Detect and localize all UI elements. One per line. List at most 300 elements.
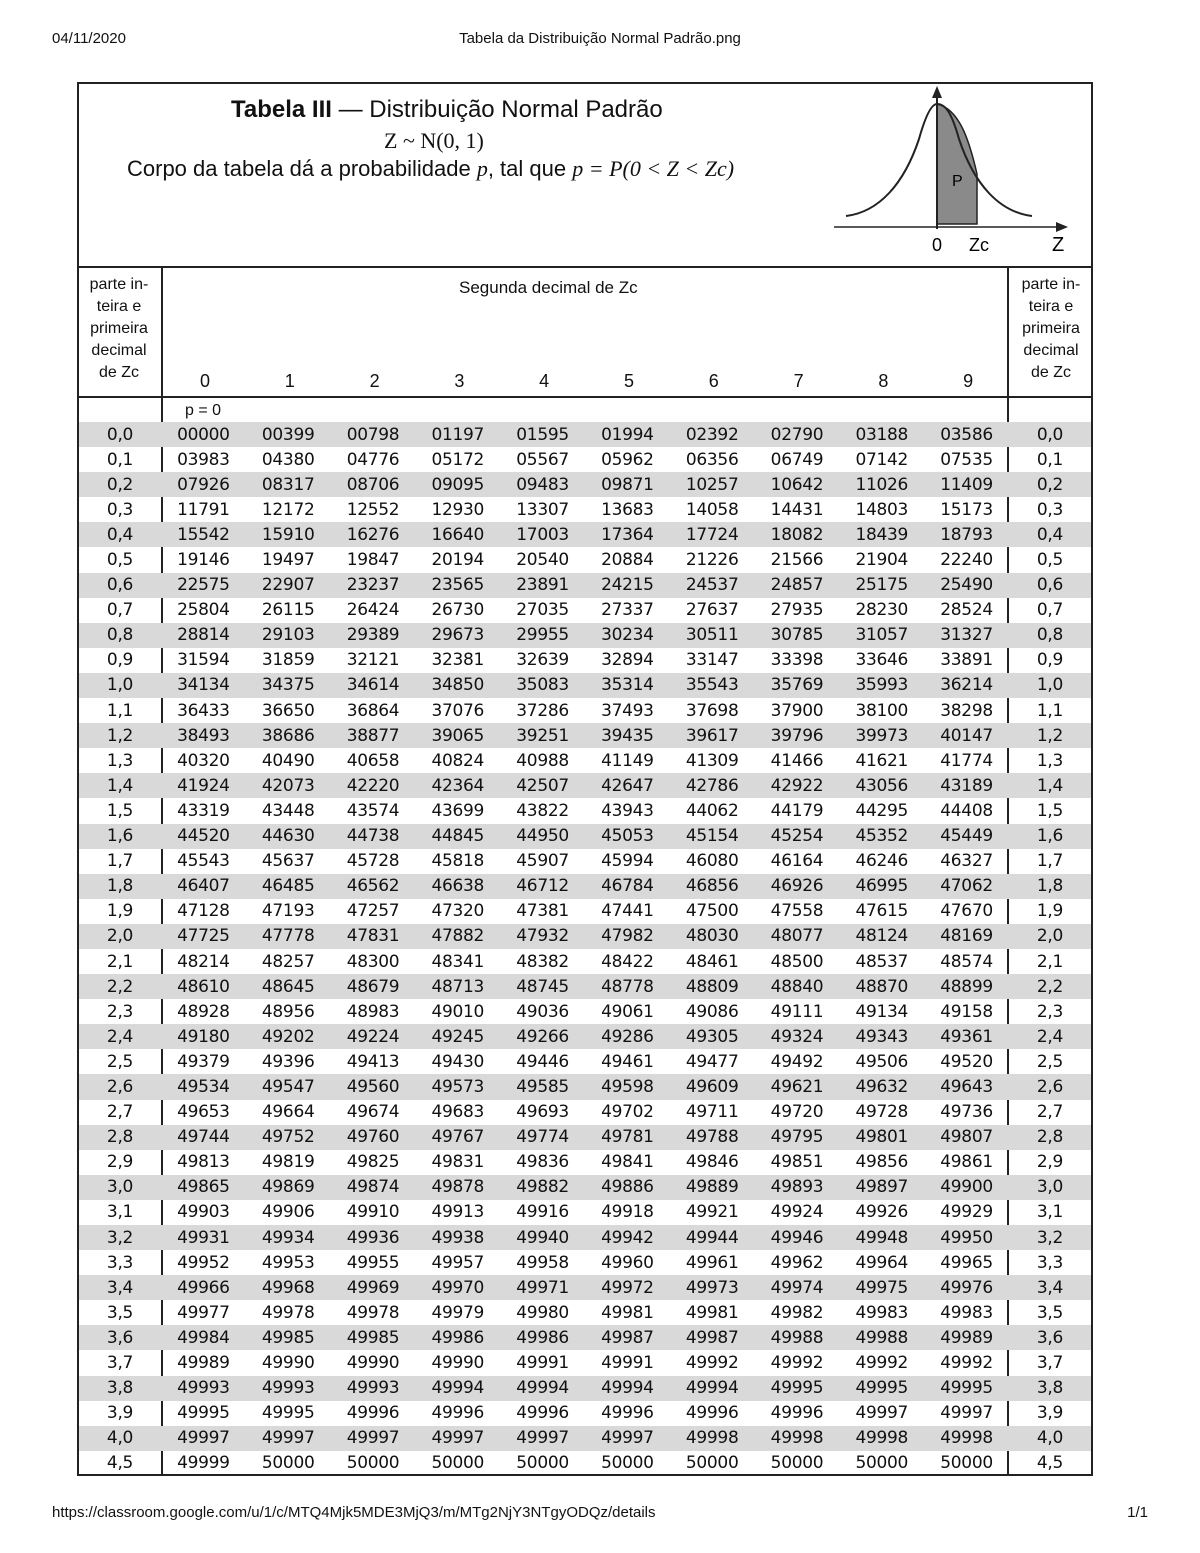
probability-cell: 19146 bbox=[177, 550, 230, 571]
probability-cell: 50000 bbox=[685, 1453, 739, 1474]
probability-cell: 29955 bbox=[500, 623, 585, 648]
probability-cell: 49446 bbox=[516, 1051, 569, 1072]
probability-cell: 08317 bbox=[246, 472, 331, 497]
probability-cell: 48610 bbox=[161, 974, 246, 999]
probability-cell: 36864 bbox=[346, 700, 400, 721]
z-value-right: 3,6 bbox=[1009, 1325, 1091, 1350]
probability-cell: 49944 bbox=[670, 1225, 755, 1250]
probability-cell: 49807 bbox=[924, 1125, 1009, 1150]
probability-cell: 47193 bbox=[261, 901, 315, 922]
z-value-left: 3,1 bbox=[106, 1202, 134, 1223]
table-title bbox=[231, 96, 663, 124]
probability-cell: 28230 bbox=[855, 600, 909, 621]
probability-cell: 49984 bbox=[161, 1325, 246, 1350]
z-value-left: 0,0 bbox=[79, 422, 161, 447]
probability-cell: 49994 bbox=[670, 1376, 755, 1401]
probability-cell: 50000 bbox=[940, 1453, 993, 1474]
probability-cell: 14803 bbox=[855, 499, 909, 520]
digit-header: 3 bbox=[454, 371, 465, 391]
probability-cell: 49960 bbox=[601, 1252, 654, 1273]
probability-cell: 48745 bbox=[500, 974, 585, 999]
probability-cell: 49952 bbox=[177, 1252, 230, 1273]
probability-cell: 48169 bbox=[924, 924, 1009, 949]
table-row bbox=[79, 1100, 1091, 1125]
z-value-left: 1,4 bbox=[79, 773, 161, 798]
probability-cell: 49965 bbox=[940, 1252, 993, 1273]
normal-curve-illustration bbox=[834, 84, 1092, 266]
probability-cell: 49547 bbox=[246, 1074, 331, 1099]
probability-cell: 23237 bbox=[331, 573, 416, 598]
z-axis-label: Z bbox=[1052, 234, 1065, 256]
probability-cell: 07142 bbox=[855, 449, 909, 470]
table-row bbox=[79, 1275, 1091, 1300]
probability-cell: 49924 bbox=[770, 1202, 824, 1223]
probability-cell: 42786 bbox=[670, 773, 755, 798]
probability-cell: 49996 bbox=[770, 1403, 824, 1424]
probability-cell: 49874 bbox=[331, 1175, 416, 1200]
probability-cell: 49702 bbox=[601, 1102, 654, 1123]
probability-cell: 26115 bbox=[261, 600, 315, 621]
probability-cell: 49836 bbox=[516, 1152, 569, 1173]
probability-cell: 50000 bbox=[601, 1453, 654, 1474]
table-row bbox=[79, 422, 1091, 447]
probability-cell: 49224 bbox=[331, 1024, 416, 1049]
probability-cell: 49999 bbox=[177, 1453, 230, 1474]
probability-cell: 49991 bbox=[516, 1353, 569, 1374]
probability-cell: 49621 bbox=[755, 1074, 840, 1099]
print-date: 04/11/2020 bbox=[52, 30, 126, 47]
table-row bbox=[79, 1325, 1091, 1350]
probability-cell: 49931 bbox=[161, 1225, 246, 1250]
probability-cell: 49996 bbox=[431, 1403, 485, 1424]
probability-cell: 42922 bbox=[755, 773, 840, 798]
probability-cell: 39796 bbox=[755, 723, 840, 748]
probability-cell: 10257 bbox=[670, 472, 755, 497]
table-row bbox=[79, 1125, 1091, 1150]
probability-cell: 49856 bbox=[855, 1152, 909, 1173]
probability-cell: 48300 bbox=[346, 951, 400, 972]
probability-cell: 49010 bbox=[431, 1001, 485, 1022]
probability-cell: 37076 bbox=[431, 700, 485, 721]
probability-cell: 13307 bbox=[516, 499, 569, 520]
probability-cell: 08706 bbox=[331, 472, 416, 497]
table-row bbox=[79, 1426, 1091, 1451]
p-equals-zero: p = 0 bbox=[185, 402, 222, 419]
z-value-left: 2,4 bbox=[79, 1024, 161, 1049]
probability-cell: 45449 bbox=[924, 824, 1009, 849]
probability-cell: 49767 bbox=[415, 1125, 500, 1150]
probability-cell: 33891 bbox=[940, 650, 993, 671]
z-value-left: 2,7 bbox=[106, 1102, 134, 1123]
probability-cell: 41149 bbox=[601, 750, 654, 771]
probability-cell: 49995 bbox=[261, 1403, 315, 1424]
z-value-right: 2,1 bbox=[1036, 951, 1064, 972]
probability-cell: 35993 bbox=[839, 673, 924, 698]
probability-cell: 39251 bbox=[500, 723, 585, 748]
probability-cell: 41621 bbox=[855, 750, 909, 771]
z-value-right: 3,7 bbox=[1036, 1353, 1064, 1374]
probability-cell: 45728 bbox=[346, 851, 400, 872]
probability-cell: 49985 bbox=[331, 1325, 416, 1350]
probability-cell: 49971 bbox=[500, 1275, 585, 1300]
probability-cell: 46562 bbox=[331, 874, 416, 899]
probability-cell: 49413 bbox=[346, 1051, 400, 1072]
z-value-left: 1,8 bbox=[79, 874, 161, 899]
distribution-label: Z ~ N(0, 1) bbox=[384, 128, 484, 153]
probability-cell: 40824 bbox=[431, 750, 485, 771]
z-value-right: 2,0 bbox=[1009, 924, 1091, 949]
z-value-right: 1,8 bbox=[1009, 874, 1091, 899]
probability-cell: 32121 bbox=[346, 650, 400, 671]
probability-cell: 48257 bbox=[261, 951, 315, 972]
digit-header: 1 bbox=[284, 371, 295, 391]
table-row bbox=[79, 1451, 1091, 1476]
probability-cell: 38686 bbox=[246, 723, 331, 748]
digit-header: 0 bbox=[199, 371, 210, 391]
probability-cell: 49831 bbox=[431, 1152, 485, 1173]
z-value-right: 1,7 bbox=[1036, 851, 1064, 872]
probability-cell: 40320 bbox=[177, 750, 230, 771]
table-title-rest: — Distribuição Normal Padrão bbox=[331, 96, 663, 123]
probability-cell: 24857 bbox=[755, 573, 840, 598]
table-row bbox=[79, 1401, 1091, 1426]
probability-cell: 11791 bbox=[177, 499, 230, 520]
probability-cell: 49918 bbox=[601, 1202, 654, 1223]
desc-mid: , tal que bbox=[487, 156, 573, 181]
probability-cell: 42507 bbox=[500, 773, 585, 798]
probability-cell: 48077 bbox=[755, 924, 840, 949]
probability-cell: 49990 bbox=[431, 1353, 485, 1374]
table-row bbox=[79, 673, 1091, 698]
z-value-left: 0,6 bbox=[79, 573, 161, 598]
probability-cell: 00399 bbox=[246, 422, 331, 447]
table-row bbox=[79, 472, 1091, 497]
table-row bbox=[79, 497, 1091, 522]
probability-cell: 49950 bbox=[924, 1225, 1009, 1250]
probability-cell: 49744 bbox=[161, 1125, 246, 1150]
probability-cell: 49981 bbox=[685, 1302, 739, 1323]
probability-cell: 27935 bbox=[770, 600, 824, 621]
probability-cell: 49111 bbox=[770, 1001, 824, 1022]
probability-cell: 48679 bbox=[331, 974, 416, 999]
probability-cell: 49926 bbox=[855, 1202, 909, 1223]
probability-cell: 22907 bbox=[246, 573, 331, 598]
probability-cell: 49841 bbox=[601, 1152, 654, 1173]
z-value-left: 2,0 bbox=[79, 924, 161, 949]
probability-cell: 49674 bbox=[346, 1102, 400, 1123]
z-value-left: 0,5 bbox=[106, 550, 134, 571]
probability-cell: 01595 bbox=[500, 422, 585, 447]
probability-cell: 43699 bbox=[431, 800, 485, 821]
z-value-left: 0,9 bbox=[106, 650, 134, 671]
probability-cell: 49974 bbox=[755, 1275, 840, 1300]
left-head-line: primeira bbox=[90, 320, 148, 337]
probability-cell: 49990 bbox=[261, 1353, 315, 1374]
probability-cell: 14058 bbox=[685, 499, 739, 520]
probability-cell: 33398 bbox=[770, 650, 824, 671]
probability-cell: 48840 bbox=[755, 974, 840, 999]
probability-cell: 12930 bbox=[431, 499, 485, 520]
probability-cell: 49997 bbox=[500, 1426, 585, 1451]
probability-cell: 49929 bbox=[940, 1202, 993, 1223]
table-row bbox=[79, 648, 1091, 673]
probability-cell: 49997 bbox=[331, 1426, 416, 1451]
probability-cell: 49998 bbox=[924, 1426, 1009, 1451]
table-row bbox=[79, 874, 1091, 899]
probability-cell: 46407 bbox=[161, 874, 246, 899]
probability-cell: 38100 bbox=[855, 700, 909, 721]
probability-cell: 49958 bbox=[516, 1252, 569, 1273]
probability-cell: 46856 bbox=[670, 874, 755, 899]
probability-cell: 44520 bbox=[161, 824, 246, 849]
desc-start: Corpo da tabela dá a probabilidade bbox=[127, 156, 477, 181]
table-row bbox=[79, 924, 1091, 949]
probability-cell: 00000 bbox=[161, 422, 246, 447]
probability-cell: 15173 bbox=[940, 499, 993, 520]
probability-cell: 47778 bbox=[246, 924, 331, 949]
probability-cell: 48574 bbox=[940, 951, 993, 972]
probability-cell: 49957 bbox=[431, 1252, 485, 1273]
z-value-right: 3,1 bbox=[1036, 1202, 1064, 1223]
probability-cell: 31327 bbox=[924, 623, 1009, 648]
probability-cell: 44062 bbox=[685, 800, 739, 821]
probability-cell: 49977 bbox=[177, 1302, 230, 1323]
probability-cell: 49997 bbox=[585, 1426, 670, 1451]
probability-cell: 46246 bbox=[855, 851, 909, 872]
probability-cell: 49865 bbox=[161, 1175, 246, 1200]
x-axis-arrowhead bbox=[1056, 222, 1068, 232]
probability-cell: 34850 bbox=[415, 673, 500, 698]
probability-cell: 30785 bbox=[755, 623, 840, 648]
probability-cell: 16276 bbox=[331, 522, 416, 547]
probability-cell: 03586 bbox=[924, 422, 1009, 447]
z-value-left: 1,7 bbox=[106, 851, 134, 872]
probability-cell: 48422 bbox=[601, 951, 654, 972]
table-row bbox=[79, 1300, 1091, 1325]
probability-cell: 49266 bbox=[500, 1024, 585, 1049]
probability-cell: 49534 bbox=[161, 1074, 246, 1099]
probability-cell: 49992 bbox=[770, 1353, 824, 1374]
probability-cell: 49994 bbox=[415, 1376, 500, 1401]
probability-cell: 26424 bbox=[346, 600, 400, 621]
probability-cell: 49994 bbox=[585, 1376, 670, 1401]
probability-cell: 04776 bbox=[346, 449, 400, 470]
probability-cell: 31057 bbox=[839, 623, 924, 648]
probability-cell: 27337 bbox=[601, 600, 654, 621]
probability-cell: 03983 bbox=[177, 449, 230, 470]
print-header bbox=[52, 30, 1148, 50]
probability-cell: 48341 bbox=[431, 951, 485, 972]
probability-cell: 49992 bbox=[855, 1353, 909, 1374]
table-row bbox=[79, 1049, 1091, 1074]
probability-cell: 49520 bbox=[940, 1051, 993, 1072]
probability-cell: 25175 bbox=[839, 573, 924, 598]
probability-cell: 16640 bbox=[415, 522, 500, 547]
probability-cell: 49990 bbox=[346, 1353, 400, 1374]
probability-cell: 49978 bbox=[346, 1302, 400, 1323]
z-value-left: 3,7 bbox=[106, 1353, 134, 1374]
probability-cell: 50000 bbox=[516, 1453, 569, 1474]
table-row bbox=[79, 723, 1091, 748]
z-value-left: 3,6 bbox=[79, 1325, 161, 1350]
probability-cell: 19497 bbox=[261, 550, 315, 571]
probability-cell: 21566 bbox=[770, 550, 824, 571]
probability-cell: 47932 bbox=[500, 924, 585, 949]
probability-cell: 49158 bbox=[940, 1001, 993, 1022]
probability-cell: 47257 bbox=[346, 901, 400, 922]
z-value-left: 3,8 bbox=[79, 1376, 161, 1401]
probability-cell: 47882 bbox=[415, 924, 500, 949]
probability-cell: 49996 bbox=[601, 1403, 654, 1424]
left-head-line: teira e bbox=[96, 298, 142, 315]
z-value-left: 1,2 bbox=[79, 723, 161, 748]
z-value-right: 1,6 bbox=[1009, 824, 1091, 849]
probability-cell: 47062 bbox=[924, 874, 1009, 899]
probability-cell: 49893 bbox=[755, 1175, 840, 1200]
probability-cell: 50000 bbox=[431, 1453, 485, 1474]
table-row bbox=[79, 598, 1091, 623]
probability-cell: 49819 bbox=[261, 1152, 315, 1173]
probability-cell: 49492 bbox=[770, 1051, 824, 1072]
probability-cell: 05962 bbox=[601, 449, 654, 470]
probability-cell: 42364 bbox=[415, 773, 500, 798]
probability-cell: 49989 bbox=[924, 1325, 1009, 1350]
probability-cell: 06749 bbox=[770, 449, 824, 470]
probability-cell: 48956 bbox=[261, 1001, 315, 1022]
z-value-left: 2,1 bbox=[106, 951, 134, 972]
probability-cell: 49962 bbox=[770, 1252, 824, 1273]
probability-cell: 28524 bbox=[940, 600, 993, 621]
probability-cell: 49988 bbox=[839, 1325, 924, 1350]
probability-cell: 39065 bbox=[415, 723, 500, 748]
probability-cell: 43448 bbox=[261, 800, 315, 821]
probability-cell: 49938 bbox=[415, 1225, 500, 1250]
probability-cell: 48030 bbox=[670, 924, 755, 949]
probability-cell: 49953 bbox=[261, 1252, 315, 1273]
probability-cell: 49653 bbox=[177, 1102, 230, 1123]
probability-cell: 49985 bbox=[246, 1325, 331, 1350]
probability-cell: 39973 bbox=[839, 723, 924, 748]
probability-cell: 29103 bbox=[246, 623, 331, 648]
probability-cell: 40658 bbox=[346, 750, 400, 771]
probability-cell: 49781 bbox=[585, 1125, 670, 1150]
table-row bbox=[79, 974, 1091, 999]
table-row bbox=[79, 798, 1091, 823]
probability-cell: 49994 bbox=[500, 1376, 585, 1401]
probability-cell: 04380 bbox=[261, 449, 315, 470]
probability-cell: 49978 bbox=[261, 1302, 315, 1323]
probability-cell: 47128 bbox=[177, 901, 230, 922]
probability-cell: 49975 bbox=[839, 1275, 924, 1300]
page-url: https://classroom.google.com/u/1/c/MTQ4Mjk5MDE3MjQ3/m/MTg2NjY3NTgyODQz/details bbox=[52, 1504, 656, 1521]
digit-header: 5 bbox=[623, 371, 634, 391]
probability-cell: 48382 bbox=[516, 951, 569, 972]
probability-cell: 50000 bbox=[770, 1453, 824, 1474]
z-value-right: 4,5 bbox=[1036, 1453, 1064, 1474]
z-value-right: 0,1 bbox=[1036, 449, 1064, 470]
probability-cell: 41466 bbox=[770, 750, 824, 771]
probability-cell: 45994 bbox=[601, 851, 654, 872]
z-value-left: 4,0 bbox=[79, 1426, 161, 1451]
probability-cell: 49916 bbox=[516, 1202, 569, 1223]
probability-cell: 25804 bbox=[177, 600, 230, 621]
probability-cell: 43822 bbox=[516, 800, 569, 821]
probability-cell: 46995 bbox=[839, 874, 924, 899]
probability-cell: 49983 bbox=[855, 1302, 909, 1323]
probability-cell: 49878 bbox=[415, 1175, 500, 1200]
z-value-left: 0,8 bbox=[79, 623, 161, 648]
probability-cell: 44295 bbox=[855, 800, 909, 821]
table-title-bold: Tabela III bbox=[231, 96, 332, 123]
probability-cell: 20540 bbox=[516, 550, 569, 571]
probability-cell: 35769 bbox=[755, 673, 840, 698]
probability-cell: 49991 bbox=[601, 1353, 654, 1374]
probability-cell: 49086 bbox=[685, 1001, 739, 1022]
probability-cell: 48870 bbox=[839, 974, 924, 999]
probability-cell: 49693 bbox=[516, 1102, 569, 1123]
probability-cell: 44408 bbox=[940, 800, 993, 821]
z-value-right: 1,4 bbox=[1009, 773, 1091, 798]
probability-cell: 49906 bbox=[261, 1202, 315, 1223]
table-row bbox=[79, 623, 1091, 648]
probability-cell: 35314 bbox=[585, 673, 670, 698]
probability-cell: 49995 bbox=[839, 1376, 924, 1401]
probability-cell: 49988 bbox=[755, 1325, 840, 1350]
z-value-right: 0,4 bbox=[1009, 522, 1091, 547]
probability-cell: 49324 bbox=[755, 1024, 840, 1049]
z-value-right: 0,9 bbox=[1036, 650, 1064, 671]
probability-cell: 45543 bbox=[177, 851, 230, 872]
probability-cell: 49955 bbox=[346, 1252, 400, 1273]
probability-cell: 44950 bbox=[500, 824, 585, 849]
probability-cell: 47381 bbox=[516, 901, 569, 922]
probability-cell: 07535 bbox=[940, 449, 993, 470]
probability-cell: 49980 bbox=[516, 1302, 569, 1323]
probability-cell: 49506 bbox=[855, 1051, 909, 1072]
desc-p: p bbox=[476, 156, 488, 181]
probability-cell: 49998 bbox=[670, 1426, 755, 1451]
probability-cell: 49760 bbox=[331, 1125, 416, 1150]
probability-cell: 46485 bbox=[246, 874, 331, 899]
probability-cell: 26730 bbox=[431, 600, 485, 621]
probability-cell: 28814 bbox=[161, 623, 246, 648]
z-value-left: 1,6 bbox=[79, 824, 161, 849]
probability-cell: 49966 bbox=[161, 1275, 246, 1300]
probability-cell: 49996 bbox=[516, 1403, 569, 1424]
probability-cell: 43319 bbox=[177, 800, 230, 821]
probability-cell: 42647 bbox=[585, 773, 670, 798]
probability-cell: 45818 bbox=[431, 851, 485, 872]
desc-formula: p = P(0 < Z < Zc) bbox=[572, 156, 735, 181]
probability-cell: 11026 bbox=[839, 472, 924, 497]
table-row bbox=[79, 849, 1091, 874]
probability-cell: 49989 bbox=[177, 1353, 230, 1374]
z-value-right: 0,3 bbox=[1036, 499, 1064, 520]
probability-cell: 31594 bbox=[177, 650, 230, 671]
z-value-left: 3,3 bbox=[106, 1252, 134, 1273]
z-value-left: 0,4 bbox=[79, 522, 161, 547]
print-footer bbox=[52, 1504, 1148, 1524]
probability-cell: 49711 bbox=[685, 1102, 739, 1123]
probability-cell: 49795 bbox=[755, 1125, 840, 1150]
probability-cell: 17003 bbox=[500, 522, 585, 547]
probability-cell: 49728 bbox=[855, 1102, 909, 1123]
p-label: P bbox=[952, 173, 963, 190]
probability-cell: 05172 bbox=[431, 449, 485, 470]
probability-cell: 47670 bbox=[940, 901, 993, 922]
z-value-left: 0,3 bbox=[106, 499, 134, 520]
z-value-right: 0,6 bbox=[1009, 573, 1091, 598]
